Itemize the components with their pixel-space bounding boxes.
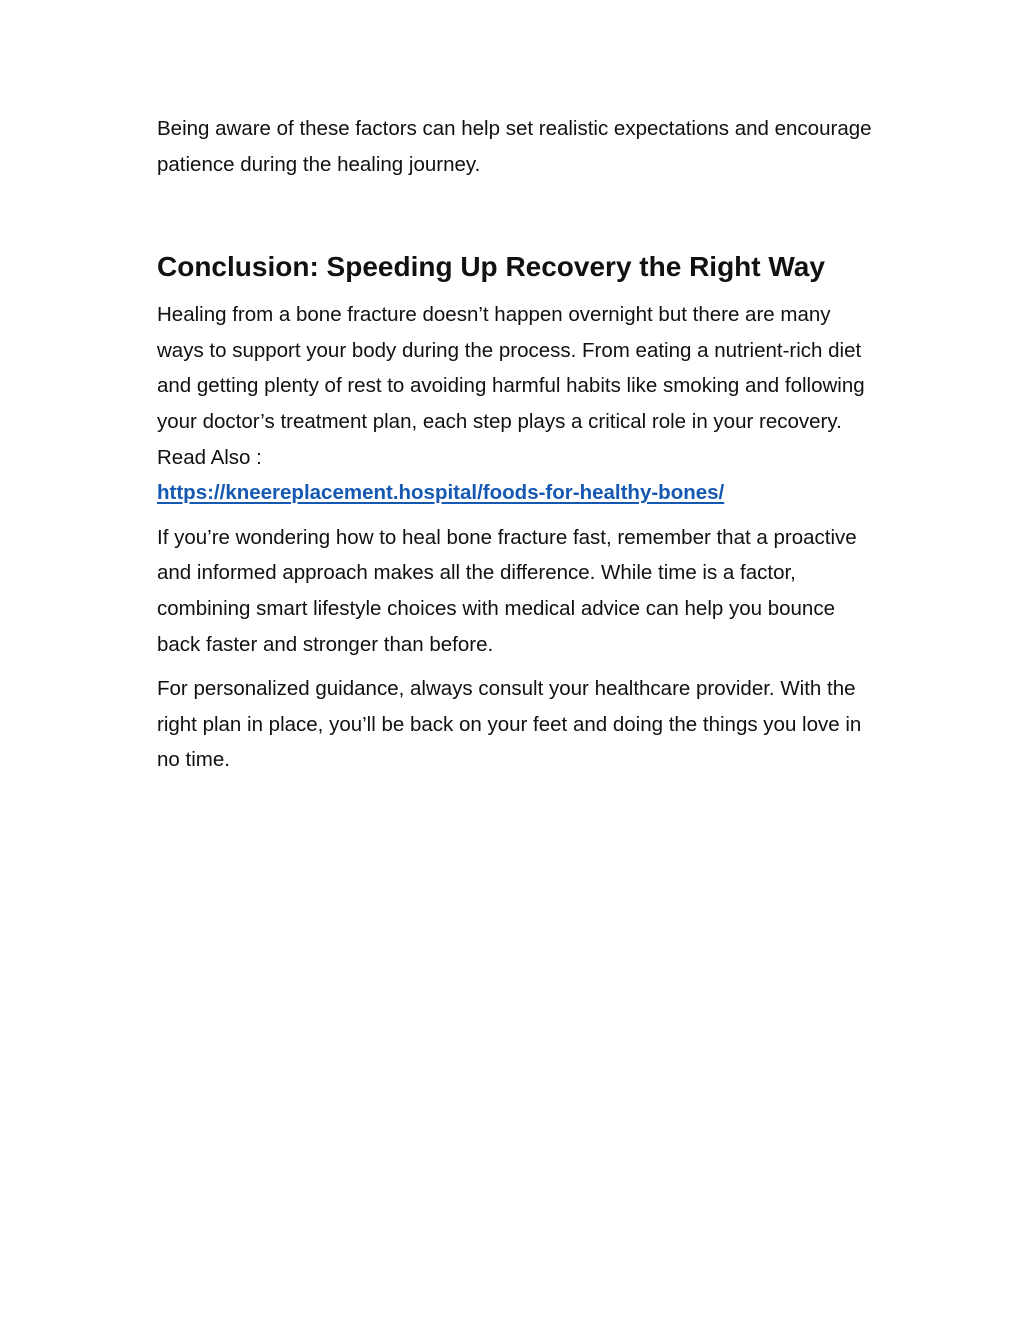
fast-healing-paragraph: If you’re wondering how to heal bone fracture fast, remember that a proactive and informed approach makes all the difference. While time is a factor, combining smart lifestyle choices with medical advice can help you bounce back faster and stronger than before. [157,525,857,656]
document-page [157,111,877,778]
recovery-paragraph [157,297,877,511]
guidance-paragraph: For personalized guidance, always consult your healthcare provider. With the right plan in place, you’ll be back on your feet and doing the things you love in no time. [157,677,862,772]
intro-paragraph: Being aware of these factors can help set realistic expectations and encourage patience during the healing journey. [157,117,872,176]
read-also-link[interactable]: https://kneereplacement.hospital/foods-for-healthy-bones/ [157,481,725,505]
recovery-paragraph-text: Healing from a bone fracture doesn’t happen overnight but there are many ways to support your body during the process. From eating a nutrient-rich diet and getting plenty of rest to avoiding harmful habits like smoking and following your doctor’s treatment plan, each step plays a critical role in your recovery. Read Also : [157,303,865,469]
conclusion-heading: Conclusion: Speeding Up Recovery the Right Way [157,251,825,283]
